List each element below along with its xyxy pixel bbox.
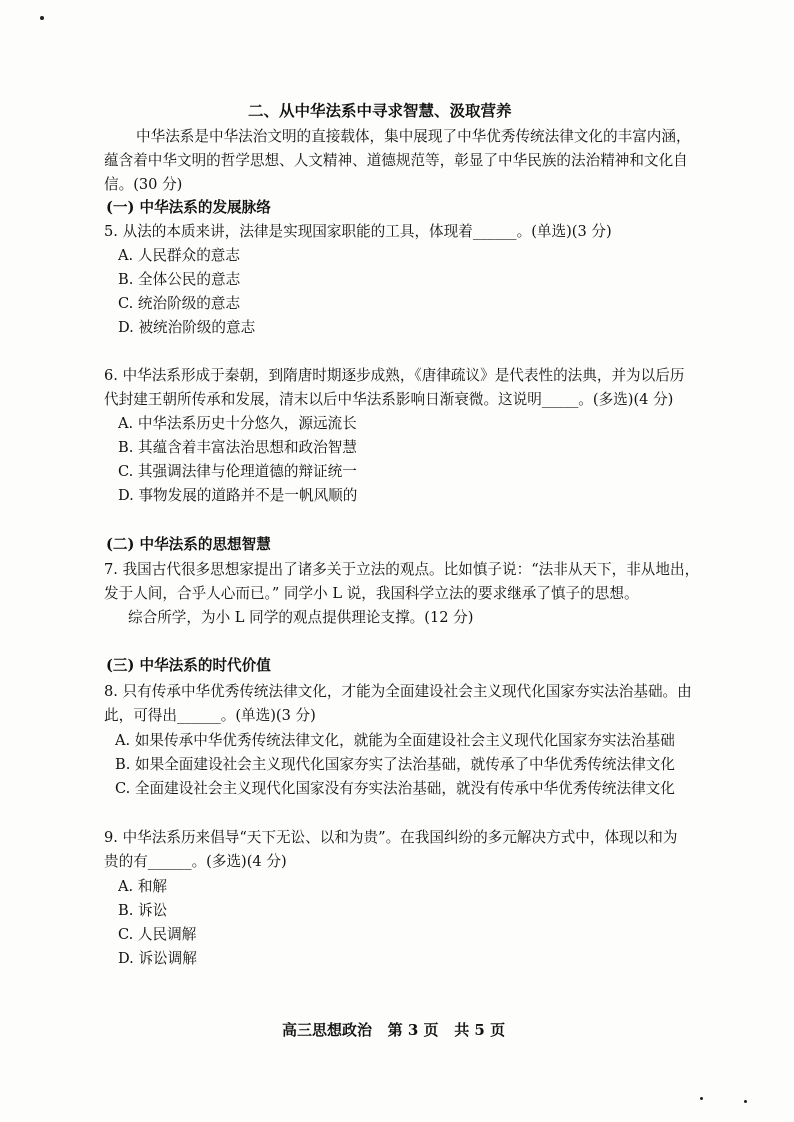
page-footer: 高三思想政治 第 3 页 共 5 页: [282, 1021, 506, 1039]
q8-option-b: B. 如果全面建设社会主义现代化国家夯实了法治基础，就传承了中华优秀传统法律文化: [115, 756, 675, 773]
scan-speck: [744, 1100, 747, 1103]
q8-option-a: A. 如果传承中华优秀传统法律文化，就能为全面建设社会主义现代化国家夯实法治基础: [115, 732, 675, 749]
q9-stem-line-1: 9. 中华法系历来倡导“天下无讼、以和为贵”。在我国纠纷的多元解决方式中，体现以和为: [104, 829, 678, 846]
intro-line-1: 中华法系是中华法治文明的直接载体，集中展现了中华优秀传统法律文化的丰富内涵，: [136, 128, 691, 145]
q5-option-c: C. 统治阶级的意志: [118, 295, 241, 312]
q8-stem-line-2: 此，可得出______。(单选)(3 分): [104, 707, 316, 724]
q9-option-b: B. 诉讼: [118, 902, 168, 919]
q7-stem-line-1: 7. 我国古代很多思想家提出了诸多关于立法的观点。比如慎子说：“法非从天下，非从地出，: [104, 561, 700, 578]
q5-option-b: B. 全体公民的意志: [118, 271, 241, 288]
intro-line-3: 信。(30 分): [104, 176, 183, 193]
q6-option-b: B. 其蕴含着丰富法治思想和政治智慧: [118, 439, 357, 456]
q6-stem-line-1: 6. 中华法系形成于秦朝，到隋唐时期逐步成熟，《唐律疏议》是代表性的法典，并为以后历: [104, 367, 685, 384]
scan-speck: [700, 1097, 703, 1100]
scan-speck: [40, 16, 44, 20]
q5-option-d: D. 被统治阶级的意志: [118, 319, 256, 336]
part2-heading: (二) 中华法系的思想智慧: [106, 536, 271, 553]
part3-heading: (三) 中华法系的时代价值: [106, 657, 271, 674]
q6-option-c: C. 其强调法律与伦理道德的辩证统一: [118, 463, 357, 480]
q6-stem-line-2: 代封建王朝所传承和发展，清末以后中华法系影响日渐衰微。这说明_____。(多选)(4 分): [104, 391, 674, 408]
q9-stem-line-2: 贵的有______。(多选)(4 分): [104, 853, 287, 870]
q6-option-d: D. 事物发展的道路并不是一帆风顺的: [118, 487, 358, 504]
q6-option-a: A. 中华法系历史十分悠久，源远流长: [118, 415, 357, 432]
q9-option-c: C. 人民调解: [118, 926, 197, 943]
part1-heading: (一) 中华法系的发展脉络: [106, 199, 271, 216]
q5-stem: 5. 从法的本质来讲，法律是实现国家职能的工具，体现着______。(单选)(3 分): [104, 223, 612, 240]
q9-option-d: D. 诉讼调解: [118, 950, 197, 967]
q7-stem-line-3: 综合所学，为小 L 同学的观点提供理论支撑。(12 分): [128, 609, 474, 626]
q8-stem-line-1: 8. 只有传承中华优秀传统法律文化，才能为全面建设社会主义现代化国家夯实法治基础。由: [104, 683, 692, 700]
section-title: 二、从中华法系中寻求智慧、汲取营养: [248, 101, 512, 120]
q8-option-c: C. 全面建设社会主义现代化国家没有夯实法治基础，就没有传承中华优秀传统法律文化: [115, 780, 675, 797]
q5-option-a: A. 人民群众的意志: [118, 247, 240, 264]
q9-option-a: A. 和解: [118, 878, 168, 895]
q7-stem-line-2: 发于人间，合乎人心而已。” 同学小 L 说，我国科学立法的要求继承了慎子的思想。: [104, 585, 639, 602]
intro-line-2: 蕴含着中华文明的哲学思想、人文精神、道德规范等，彰显了中华民族的法治精神和文化自: [104, 152, 688, 169]
